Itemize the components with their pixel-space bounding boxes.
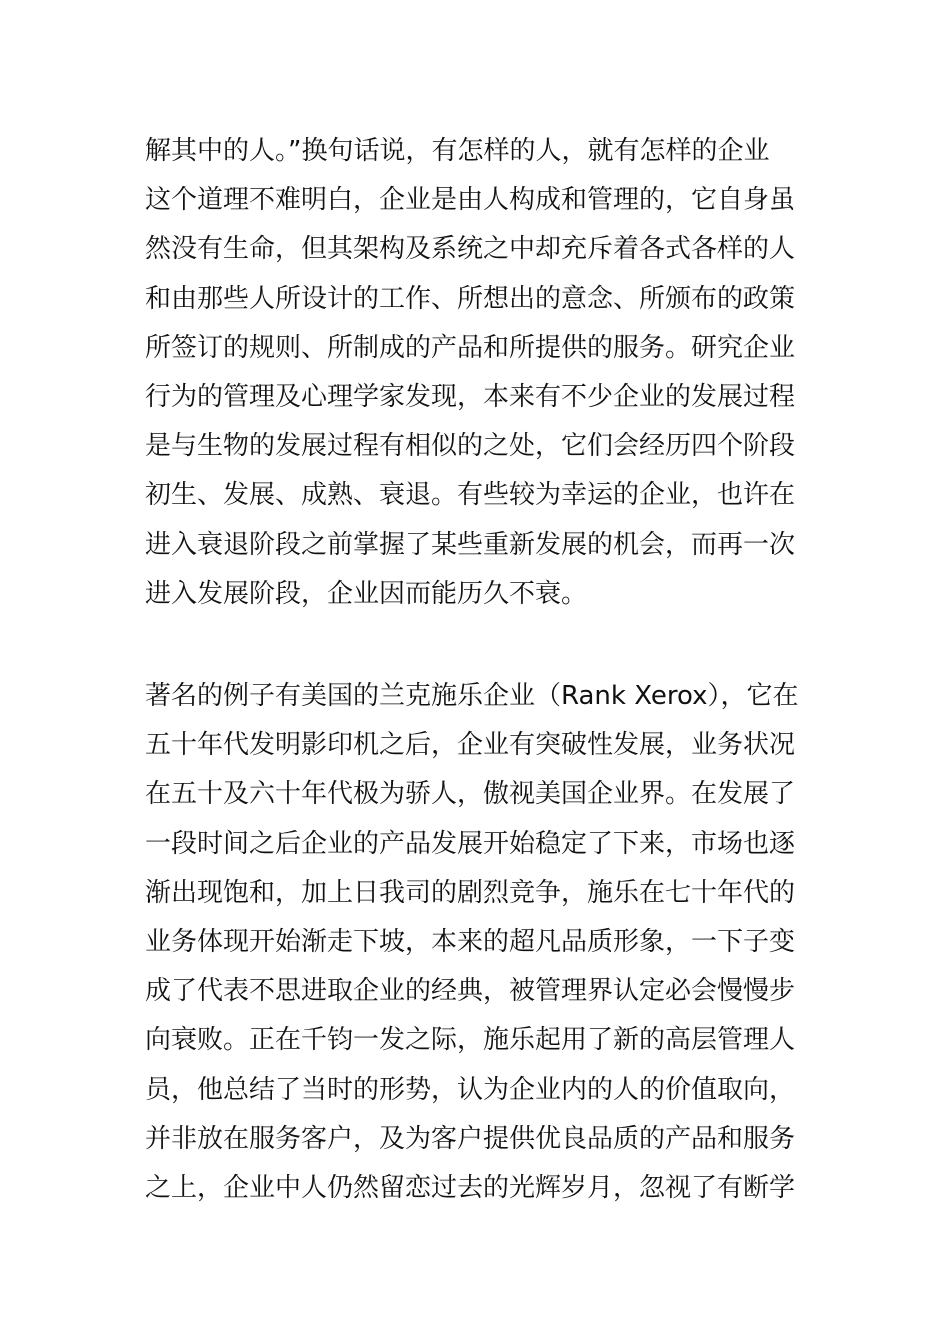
text-line: 解其中的人。”换句话说，有怎样的人，就有怎样的企业	[145, 136, 770, 166]
text-line: 进入衰退阶段之前掌握了某些重新发展的机会，而再一次	[145, 529, 796, 560]
text-line: 进入发展阶段，企业因而能历久不衰。	[145, 578, 588, 609]
text-line: 和由那些人所设计的工作、所想出的意念、所颁布的政策	[145, 283, 796, 314]
text-line: 所签订的规则、所制成的产品和所提供的服务。研究企业	[145, 332, 796, 363]
text-line: 员，他总结了当时的形势，认为企业内的人的价值取向，	[145, 1074, 796, 1105]
text-line: 一段时间之后企业的产品发展开始稳定了下来，市场也逐	[145, 828, 796, 859]
text-line: 行为的管理及心理学家发现，本来有不少企业的发展过程	[145, 381, 796, 412]
text-line: 著名的例子有美国的兰克施乐企业（Rank Xerox），它在	[145, 681, 799, 711]
text-line: 之上，企业中人仍然留恋过去的光辉岁月，忽视了有断学	[145, 1172, 796, 1203]
text-line: 五十年代发明影印机之后，企业有突破性发展，业务状况	[145, 730, 796, 761]
paragraph-1	[145, 127, 810, 619]
text-line: 然没有生命，但其架构及系统之中却充斥着各式各样的人	[145, 234, 796, 265]
paragraph-2	[145, 672, 810, 1213]
text-line: 渐出现饱和，加上日我司的剧烈竞争，施乐在七十年代的	[145, 877, 796, 908]
text-line: 并非放在服务客户，及为客户提供优良品质的产品和服务	[145, 1123, 796, 1154]
text-line: 成了代表不思进取企业的经典，被管理界认定必会慢慢步	[145, 976, 796, 1007]
text-line: 业务体现开始渐走下坡，本来的超凡品质形象，一下子变	[145, 926, 796, 957]
text-line: 在五十及六十年代极为骄人，傲视美国企业界。在发展了	[145, 779, 796, 810]
text-line: 这个道理不难明白，企业是由人构成和管理的，它自身虽	[145, 185, 796, 216]
text-line: 初生、发展、成熟、衰退。有些较为幸运的企业，也许在	[145, 480, 796, 511]
text-line: 是与生物的发展过程有相似的之处，它们会经历四个阶段	[145, 431, 796, 462]
text-line: 向衰败。正在千钧一发之际，施乐起用了新的高层管理人	[145, 1025, 796, 1056]
